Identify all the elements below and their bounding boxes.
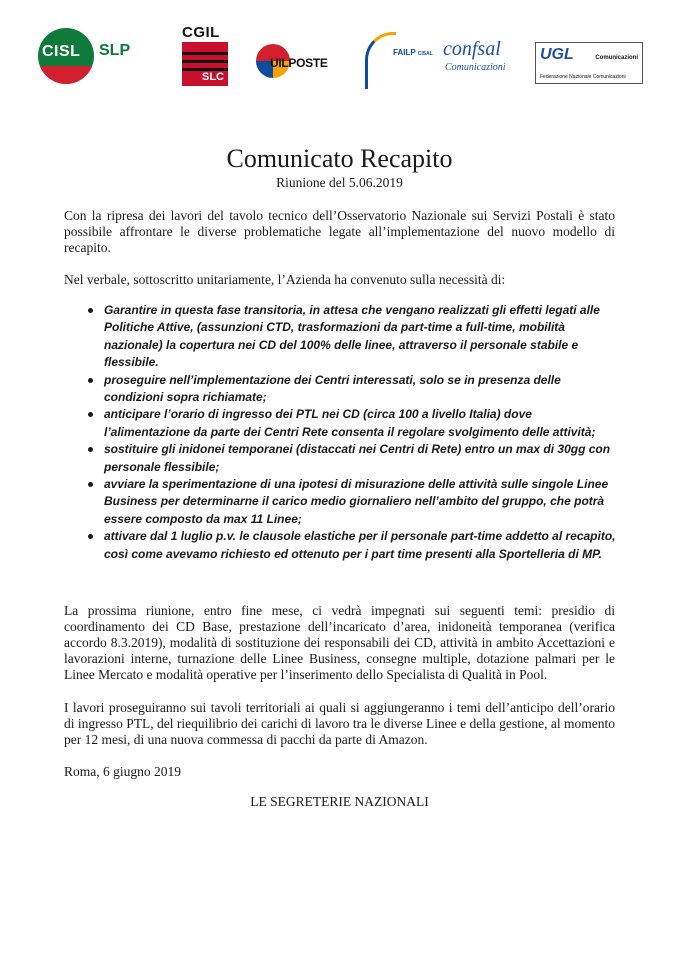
uilposte-logo bbox=[256, 42, 344, 82]
list-item: Garantire in questa fase transitoria, in attesa che vengano realizzati gli effetti legati alle Politiche Attive, (assunzioni CTD, trasformazioni da part-time a full-time, mobilità nazionale) la copertura nei CD del 100% delle linee, attraverso il personale stabile e flessibile. bbox=[88, 302, 616, 372]
slc-logo-text: SLC bbox=[202, 71, 224, 83]
cgil-logo-text: CGIL bbox=[182, 24, 220, 41]
ugl-logo-text: UGL bbox=[540, 46, 574, 63]
document-title: Comunicato Recapito bbox=[226, 144, 453, 173]
failp-logo-text: FAILP CISAL bbox=[393, 48, 433, 57]
bullet-icon bbox=[88, 308, 93, 313]
place-date: Roma, 6 giugno 2019 bbox=[64, 764, 181, 779]
cisl-emblem bbox=[38, 28, 94, 84]
failp-cisal-logo bbox=[365, 28, 435, 90]
intro-paragraph: Con la ripresa dei lavori del tavolo tecnico dell’Osservatorio Nazionale sui Servizi Postali è stato possibile affrontare le diverse problematiche legate all’implementazione del nuovo modello di recapito. bbox=[64, 208, 615, 255]
confsal-sub-text: Comunicazioni bbox=[445, 62, 506, 73]
signature: LE SEGRETERIE NAZIONALI bbox=[250, 794, 429, 809]
verbale-paragraph: Nel verbale, sottoscritto unitariamente, l’Azienda ha convenuto sulla necessità di: bbox=[64, 272, 506, 287]
union-logos bbox=[0, 0, 679, 110]
next-meeting-paragraph: La prossima riunione, entro fine mese, ci vedrà impegnati sui seguenti temi: presidio di coordinamento dei CD Base, prestazione dell’incaricato d’area, inidoneità temporanea (verifica accordo 8.3.2019), modalità di sostituzione dei responsabili dei CD, attività in ambito Accettazioni e lavorazioni interne, turnazione delle Linee Business, consegne multiple, dotazione palmari per le Linee Mercato e modalità operative per l’inserimento dello Specialista di Qualità in Pool. bbox=[64, 603, 615, 682]
cgil-slc-logo bbox=[180, 24, 232, 88]
bullet-icon bbox=[88, 534, 93, 539]
cisl-logo-text: CISL bbox=[42, 43, 81, 60]
slc-emblem bbox=[182, 42, 228, 86]
agreement-list bbox=[88, 302, 616, 563]
ugl-sub-text: Comunicazioni bbox=[595, 55, 638, 61]
list-item: sostituire gli inidonei temporanei (distaccati nei Centri di Rete) entro un max di 30gg con personale flessibile; bbox=[88, 441, 616, 476]
ugl-foot-text: Federazione Nazionale Comunicazioni bbox=[540, 74, 626, 80]
bullet-icon bbox=[88, 482, 93, 487]
list-item: anticipare l’orario di ingresso dei PTL nei CD (circa 100 a livello Italia) dove l’alimentazione da parte dei Centri Rete consenta il regolare svolgimento delle attività; bbox=[88, 406, 616, 441]
confsal-logo-text: confsal bbox=[443, 38, 501, 60]
bullet-icon bbox=[88, 412, 93, 417]
uilposte-logo-text: UILPOSTE bbox=[270, 56, 328, 70]
list-item: proseguire nell’implementazione dei Centri interessati, solo se in presenza delle condizioni sopra richiamate; bbox=[88, 372, 616, 407]
cisl-slp-logo bbox=[38, 28, 140, 84]
bullet-icon bbox=[88, 447, 93, 452]
territorial-paragraph: I lavori proseguiranno sui tavoli territoriali ai quali si aggiungeranno i temi dell’anticipo dell’orario di ingresso PTL, del riequilibrio dei carichi di lavoro tra le diverse Linee e della gestione, al momento per 12 mesi, di una nuova commessa di pacchi da parte di Amazon. bbox=[64, 700, 615, 747]
slp-logo-text: SLP bbox=[99, 42, 131, 59]
failp-emblem bbox=[365, 32, 396, 89]
list-item: attivare dal 1 luglio p.v. le clausole elastiche per il personale part-time addetto al recapito, così come avevamo richiesto ed ottenuto per i part time presenti alla Sportelleria di MP. bbox=[88, 528, 616, 563]
list-item: avviare la sperimentazione di una ipotesi di misurazione delle attività sulle singole Linee Business per determinarne il carico medio giornaliero nell’ambito del gruppo, che potrà essere composto da max 11 Linee; bbox=[88, 476, 616, 528]
bullet-icon bbox=[88, 378, 93, 383]
ugl-logo bbox=[535, 42, 643, 84]
document-subtitle: Riunione del 5.06.2019 bbox=[276, 175, 403, 190]
confsal-logo bbox=[437, 34, 517, 82]
